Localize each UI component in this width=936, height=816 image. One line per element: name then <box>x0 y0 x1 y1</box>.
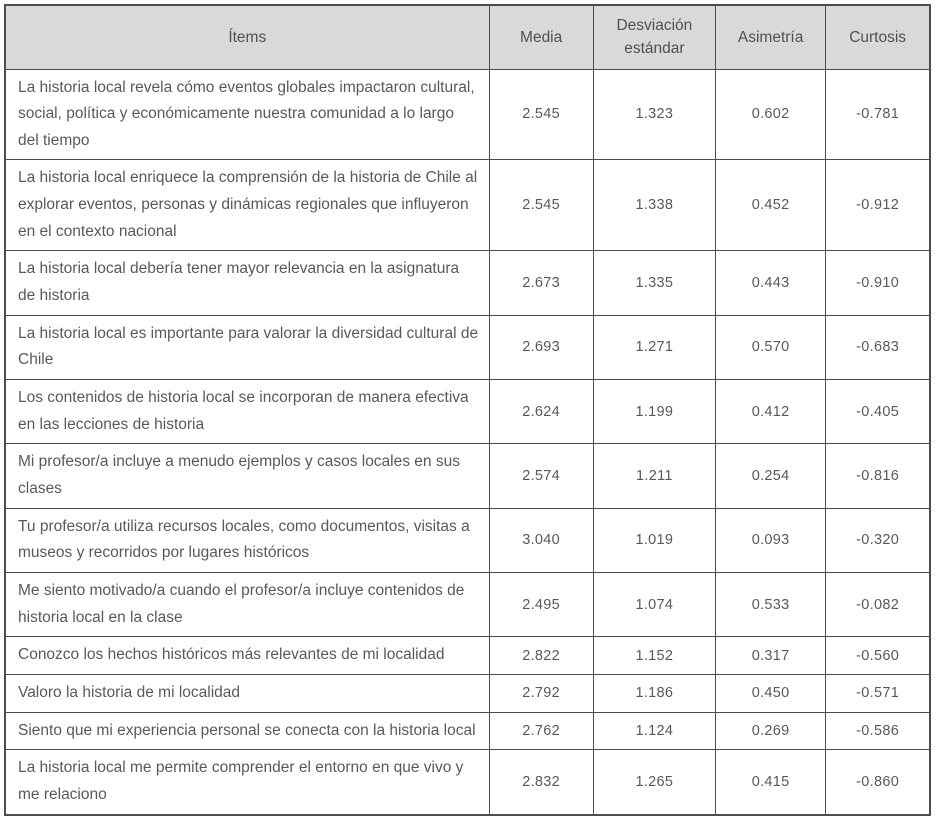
curtosis-value-cell: -0.816 <box>826 444 930 508</box>
table-row <box>5 251 930 315</box>
curtosis-value-cell: -0.586 <box>826 712 930 750</box>
descriptive-statistics-table <box>4 4 931 816</box>
asimetria-value-cell: 0.317 <box>716 637 826 675</box>
item-text-cell: Valoro la historia de mi localidad <box>5 674 489 712</box>
header-items: Ítems <box>5 5 489 69</box>
sd-value-cell: 1.271 <box>593 315 715 379</box>
curtosis-value-cell: -0.781 <box>826 69 930 160</box>
item-text-cell: Tu profesor/a utiliza recursos locales, como documentos, visitas a museos y recorridos por lugares históricos <box>5 508 489 572</box>
sd-value-cell: 1.323 <box>593 69 715 160</box>
asimetria-value-cell: 0.443 <box>716 251 826 315</box>
sd-value-cell: 1.186 <box>593 674 715 712</box>
media-value-cell: 2.545 <box>489 160 593 251</box>
table-row <box>5 160 930 251</box>
item-text-cell: La historia local revela cómo eventos globales impactaron cultural, social, política y económicamente nuestra comunidad a lo largo del tiempo <box>5 69 489 160</box>
table-row <box>5 674 930 712</box>
table-row <box>5 380 930 444</box>
item-text-cell: Mi profesor/a incluye a menudo ejemplos y casos locales en sus clases <box>5 444 489 508</box>
sd-value-cell: 1.338 <box>593 160 715 251</box>
item-text-cell: La historia local enriquece la comprensión de la historia de Chile al explorar eventos, personas y dinámicas regionales que influyeron en el contexto nacional <box>5 160 489 251</box>
media-value-cell: 2.822 <box>489 637 593 675</box>
item-text-cell: Los contenidos de historia local se incorporan de manera efectiva en las lecciones de historia <box>5 380 489 444</box>
sd-value-cell: 1.152 <box>593 637 715 675</box>
curtosis-value-cell: -0.320 <box>826 508 930 572</box>
asimetria-value-cell: 0.093 <box>716 508 826 572</box>
media-value-cell: 2.693 <box>489 315 593 379</box>
sd-value-cell: 1.199 <box>593 380 715 444</box>
media-value-cell: 2.673 <box>489 251 593 315</box>
curtosis-value-cell: -0.560 <box>826 637 930 675</box>
curtosis-value-cell: -0.082 <box>826 573 930 637</box>
media-value-cell: 2.832 <box>489 750 593 815</box>
asimetria-value-cell: 0.269 <box>716 712 826 750</box>
item-text-cell: La historia local es importante para valorar la diversidad cultural de Chile <box>5 315 489 379</box>
table-row <box>5 315 930 379</box>
table-row <box>5 444 930 508</box>
header-row <box>5 5 930 69</box>
table-row <box>5 712 930 750</box>
item-text-cell: La historia local debería tener mayor relevancia en la asignatura de historia <box>5 251 489 315</box>
table-row <box>5 637 930 675</box>
asimetria-value-cell: 0.254 <box>716 444 826 508</box>
item-text-cell: Me siento motivado/a cuando el profesor/a incluye contenidos de historia local en la clase <box>5 573 489 637</box>
curtosis-value-cell: -0.571 <box>826 674 930 712</box>
sd-value-cell: 1.335 <box>593 251 715 315</box>
table-row <box>5 69 930 160</box>
asimetria-value-cell: 0.533 <box>716 573 826 637</box>
media-value-cell: 2.495 <box>489 573 593 637</box>
header-media: Media <box>489 5 593 69</box>
sd-value-cell: 1.074 <box>593 573 715 637</box>
asimetria-value-cell: 0.602 <box>716 69 826 160</box>
media-value-cell: 2.762 <box>489 712 593 750</box>
media-value-cell: 3.040 <box>489 508 593 572</box>
media-value-cell: 2.574 <box>489 444 593 508</box>
asimetria-value-cell: 0.412 <box>716 380 826 444</box>
asimetria-value-cell: 0.452 <box>716 160 826 251</box>
item-text-cell: Siento que mi experiencia personal se conecta con la historia local <box>5 712 489 750</box>
curtosis-value-cell: -0.910 <box>826 251 930 315</box>
table-body <box>5 69 930 815</box>
header-asimetria: Asimetría <box>716 5 826 69</box>
media-value-cell: 2.545 <box>489 69 593 160</box>
sd-value-cell: 1.124 <box>593 712 715 750</box>
curtosis-value-cell: -0.405 <box>826 380 930 444</box>
table-row <box>5 573 930 637</box>
sd-value-cell: 1.211 <box>593 444 715 508</box>
media-value-cell: 2.624 <box>489 380 593 444</box>
asimetria-value-cell: 0.570 <box>716 315 826 379</box>
asimetria-value-cell: 0.450 <box>716 674 826 712</box>
sd-value-cell: 1.265 <box>593 750 715 815</box>
item-text-cell: Conozco los hechos históricos más relevantes de mi localidad <box>5 637 489 675</box>
curtosis-value-cell: -0.912 <box>826 160 930 251</box>
curtosis-value-cell: -0.860 <box>826 750 930 815</box>
item-text-cell: La historia local me permite comprender el entorno en que vivo y me relaciono <box>5 750 489 815</box>
table-row <box>5 750 930 815</box>
header-desviacion-estandar: Desviación estándar <box>593 5 715 69</box>
media-value-cell: 2.792 <box>489 674 593 712</box>
asimetria-value-cell: 0.415 <box>716 750 826 815</box>
sd-value-cell: 1.019 <box>593 508 715 572</box>
header-curtosis: Curtosis <box>826 5 930 69</box>
table-row <box>5 508 930 572</box>
curtosis-value-cell: -0.683 <box>826 315 930 379</box>
table-header <box>5 5 930 69</box>
